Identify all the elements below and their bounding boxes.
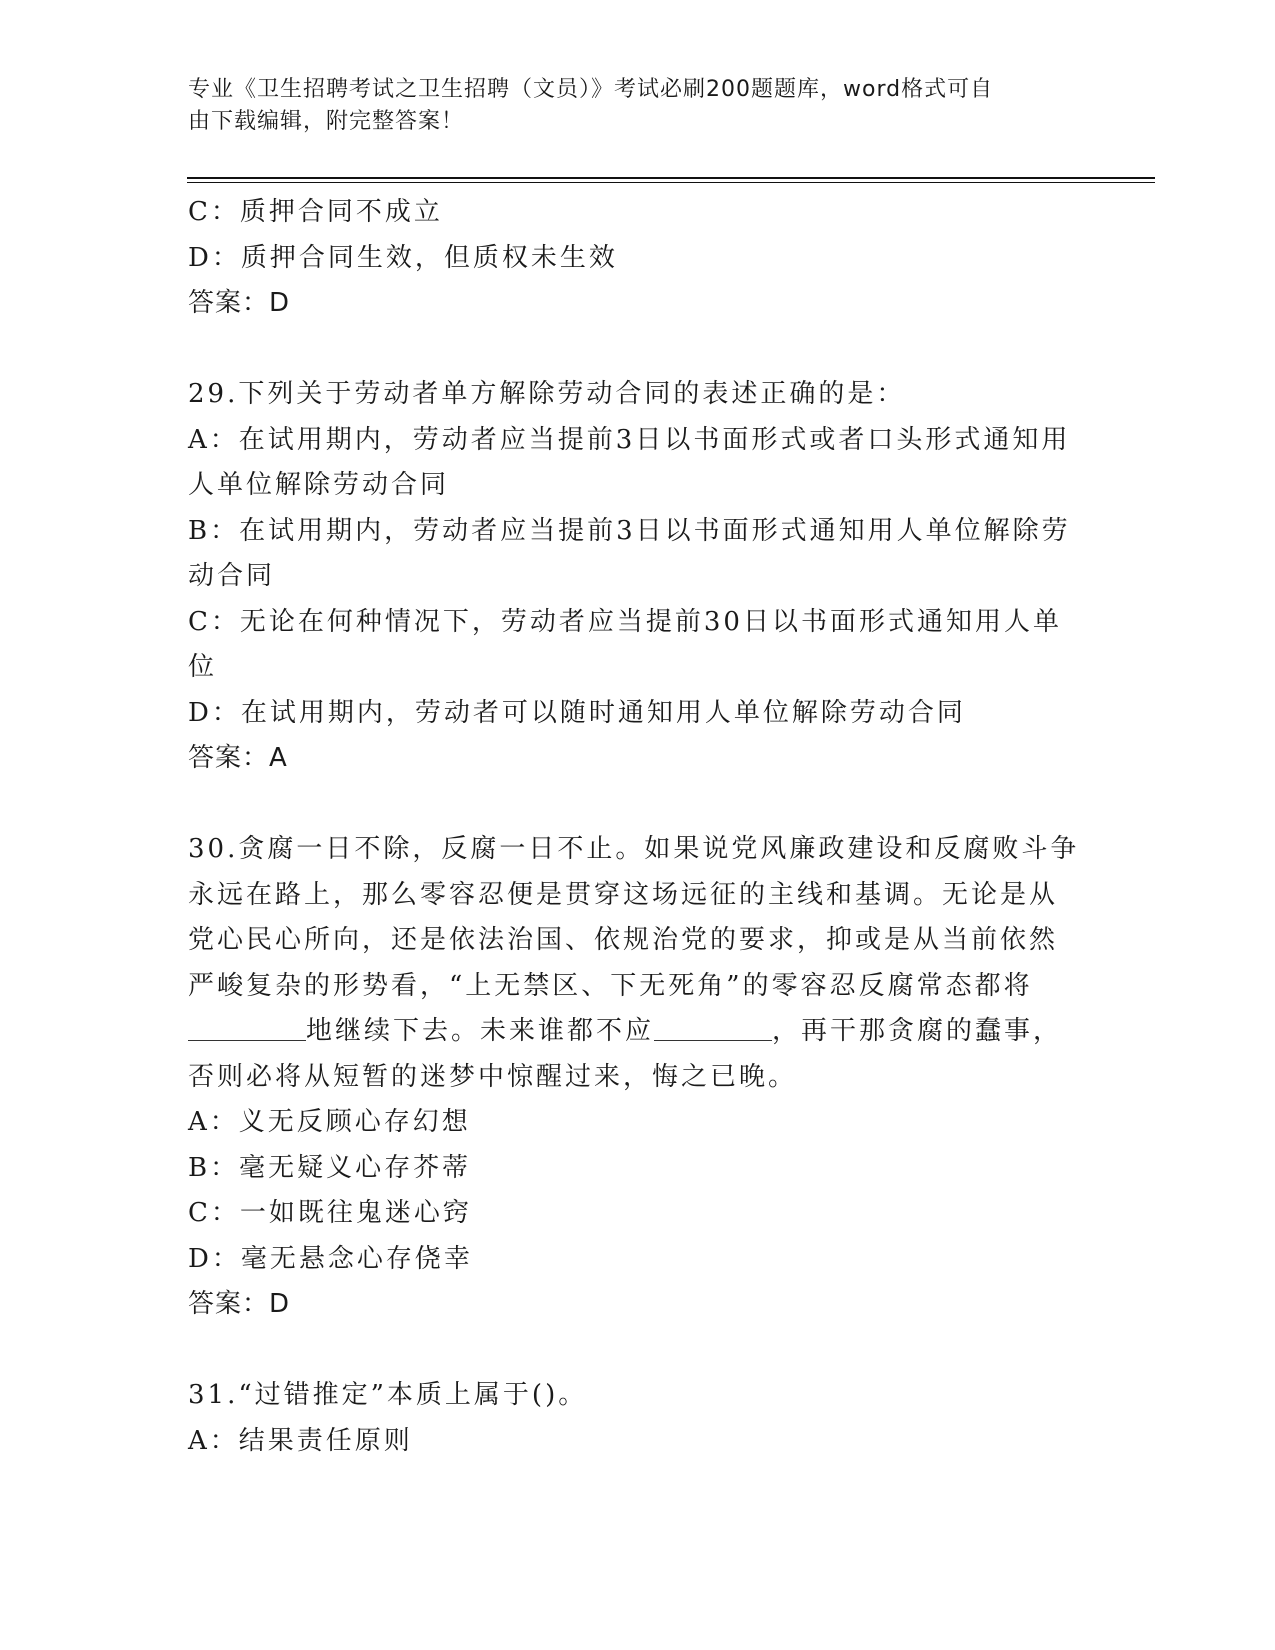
q29-stem: 29.下列关于劳动者单方解除劳动合同的表述正确的是： [188, 379, 906, 409]
spacer [188, 1328, 1088, 1374]
q30-answer: 答案：D [188, 1289, 291, 1319]
q30-option-d: D：毫无悬念心存侥幸 [188, 1243, 473, 1274]
question-30 [188, 827, 1088, 1328]
q30-stem-line5-part-b: ，再干那贪腐的蠢事， [772, 1016, 1063, 1046]
q29-option-b-line2: 动合同 [188, 561, 276, 591]
fill-blank-2 [654, 1012, 772, 1041]
spacer [188, 782, 1088, 828]
q30-option-b: B：毫无疑义心存芥蒂 [188, 1152, 472, 1183]
q28-option-d: D：质押合同生效，但质权未生效 [188, 242, 618, 273]
question-28-tail [188, 190, 1088, 327]
question-29 [188, 372, 1088, 782]
q30-option-a: A：义无反顾心存幻想 [188, 1107, 471, 1137]
q29-option-a-line2: 人单位解除劳动合同 [188, 470, 450, 500]
q28-answer: 答案：D [188, 288, 291, 318]
header-line-1: 专业《卫生招聘考试之卫生招聘（文员）》考试必刷200题题库，word格式可自 [188, 77, 994, 102]
question-31 [188, 1373, 1088, 1464]
question-content [188, 190, 1088, 1464]
q30-stem-line5 [188, 1009, 1088, 1055]
q31-option-a: A：结果责任原则 [188, 1425, 413, 1456]
q30-stem-line3: 党心民心所向，还是依法治国、依规治党的要求，抑或是从当前依然 [188, 925, 1059, 955]
q29-answer: 答案：A [188, 743, 288, 773]
q29-option-c-line1: C：无论在何种情况下，劳动者应当提前30日以书面形式通知用人单 [188, 606, 1062, 637]
q29-option-b-line1: B：在试用期内，劳动者应当提前3日以书面形式通知用人单位解除劳 [188, 515, 1071, 546]
document-header [188, 74, 1088, 138]
q28-option-c: C：质押合同不成立 [188, 197, 443, 227]
q31-stem: 31.“过错推定”本质上属于()。 [188, 1380, 588, 1410]
q30-stem-line5-part-a: 地继续下去。未来谁都不应 [306, 1016, 655, 1046]
q30-stem-line1: 30.贪腐一日不除，反腐一日不止。如果说党风廉政建设和反腐败斗争 [188, 834, 1080, 864]
spacer [188, 327, 1088, 373]
q29-option-c-line2: 位 [188, 652, 218, 682]
q30-stem-line4: 严峻复杂的形势看，“上无禁区、下无死角”的零容忍反腐常态都将 [188, 970, 1033, 1001]
q30-stem-line6: 否则必将从短暂的迷梦中惊醒过来，悔之已晚。 [188, 1061, 798, 1092]
fill-blank-1 [188, 1012, 306, 1041]
q30-stem-line2: 永远在路上，那么零容忍便是贯穿这场远征的主线和基调。无论是从 [188, 879, 1059, 910]
header-rule-thin [187, 182, 1155, 183]
q29-option-a-line1: A：在试用期内，劳动者应当提前3日以书面形式或者口头形式通知用 [188, 424, 1071, 455]
header-line-2: 由下载编辑，附完整答案！ [188, 109, 465, 134]
q30-option-c: C：一如既往鬼迷心窍 [188, 1198, 472, 1228]
q29-option-d: D：在试用期内，劳动者可以随时通知用人单位解除劳动合同 [188, 697, 966, 728]
header-rule-thick [187, 177, 1155, 179]
